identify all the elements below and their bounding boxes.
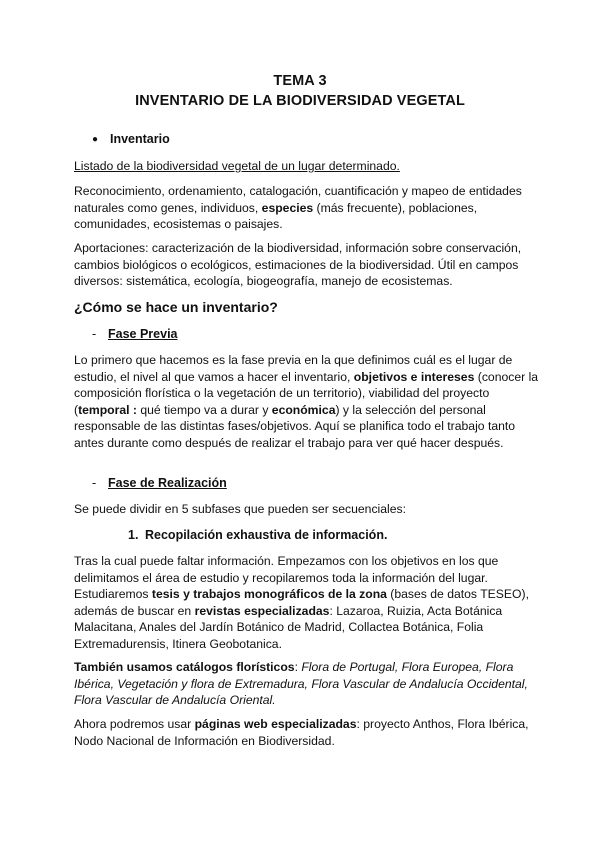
dash-marker: - [92, 327, 97, 341]
section-heading-como: ¿Cómo se hace un inventario? [74, 299, 278, 315]
paragraph-aportaciones: Aportaciones: caracterización de la biodiversidad, información sobre conservación, cambios biológicos o ecológicos, estimaciones de la biodiversidad. Útil en campos diversos: sistemática, ecología, biogeografía, manejo de ecosistemas. [74, 241, 522, 289]
definition-text: Listado de la biodiversidad vegetal de un lugar determinado. [74, 159, 400, 173]
paragraph-paginas-web: Ahora podremos usar páginas web especializadas: proyecto Anthos, Flora Ibérica, Nodo Nacional de Información en Biodiversidad. [74, 717, 529, 748]
subheading-fase-realizacion: Fase de Realización [108, 476, 227, 490]
paragraph-subfases-intro: Se puede dividir en 5 subfases que pueden ser secuenciales: [74, 502, 406, 516]
title-line-1: TEMA 3 [273, 73, 327, 89]
title-line-2: INVENTARIO DE LA BIODIVERSIDAD VEGETAL [135, 93, 465, 109]
numbered-item-recopilacion: Recopilación exhaustiva de información. [145, 528, 388, 542]
paragraph-fase-previa: Lo primero que hacemos es la fase previa en la que definimos cuál es el lugar de estudio, el nivel al que vamos a hacer el inventario, objetivos e intereses (conocer la composición florística o la vegetación de un territorio), viabilidad del proyecto (temporal : qué tiempo va a durar y económica) y la selección del personal responsable de las distintas fases/objetivos. Aquí se planifica todo el trabajo tanto antes durante como después de realizar el trabajo para ver qué hacer después. [74, 353, 539, 450]
paragraph-catalogos: También usamos catálogos florísticos: Flora de Portugal, Flora Europea, Flora Ibérica, Vegetación y flora de Extremadura, Flora Vascular de Andalucía Occidental, Flora Vascular de Andalucía Oriental. [74, 660, 528, 708]
dash-marker: - [92, 476, 97, 490]
bullet-dot-icon: ● [92, 134, 99, 145]
numbered-item-marker: 1. [128, 528, 139, 542]
paragraph-reconocimiento: Reconocimiento, ordenamiento, catalogación, cuantificación y mapeo de entidades naturales como genes, individuos, especies (más frecuente), poblaciones, comunidades, ecosistemas o paisajes. [74, 184, 522, 232]
section-heading-inventario: Inventario [110, 132, 170, 146]
subheading-fase-previa: Fase Previa [108, 327, 178, 341]
paragraph-recopilacion: Tras la cual puede faltar información. Empezamos con los objetivos en los que delimitamos el área de estudio y recopilaremos toda la información del lugar. Estudiaremos tesis y trabajos monográficos de la zona (bases de datos TESEO), además de buscar en revistas especializadas: Lazaroa, Ruizia, Acta Botánica Malacitana, Anales del Jardín Botánico de Madrid, Collactea Botánica, Folia Extremadurensis, Itinera Geobotanica. [74, 554, 529, 651]
